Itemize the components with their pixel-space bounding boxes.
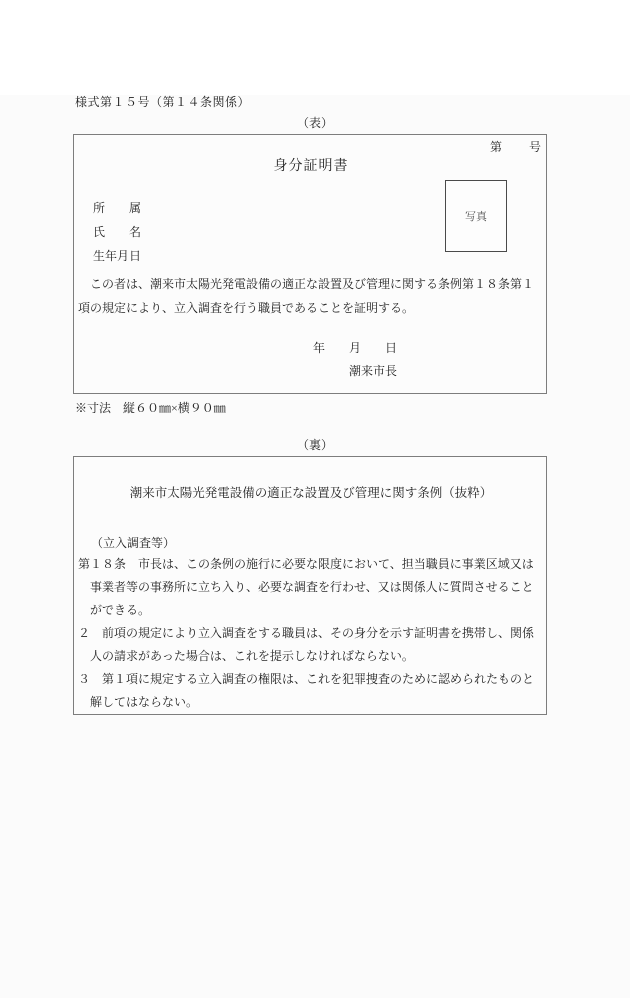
article-18-clause-1: 第１８条 市長は、この条例の施行に必要な限度において、担当職員に事業区域又は事業者等の事務所に立ち入り、必要な調査を行わせ、又は関係人に質問させることができる。 — [78, 557, 534, 617]
document-page — [0, 95, 630, 998]
dimension-note: ※寸法 縦６０㎜×横９０㎜ — [75, 401, 226, 415]
issue-date-line: 年 月 日 — [313, 341, 398, 355]
serial-number-line: 第 号 — [489, 140, 542, 154]
field-name-label: 氏 名 — [93, 225, 142, 239]
field-birthdate-label: 生年月日 — [93, 249, 142, 263]
field-affiliation-label: 所 属 — [93, 201, 142, 215]
issuer-name: 潮来市長 — [349, 364, 398, 378]
section-heading: （立入調査等） — [91, 536, 176, 550]
certificate-statement: この者は、潮来市太陽光発電設備の適正な設置及び管理に関する条例第１８条第１項の規定により、立入調査を行う職員であることを証明する。 — [78, 277, 535, 315]
photo-box — [445, 180, 507, 252]
identity-fields-row — [78, 196, 544, 268]
article-18-clause-2: ２ 前項の規定により立入調査をする職員は、その身分を示す証明書を携帯し、関係人の請求があった場合は、これを提示しなければならない。 — [78, 626, 535, 663]
front-card — [73, 134, 547, 394]
photo-placeholder-label: 写真 — [465, 211, 487, 223]
form-number: 様式第１５号（第１４条関係） — [75, 95, 251, 109]
back-card — [73, 456, 547, 715]
front-side-label: （表） — [296, 116, 333, 130]
ordinance-title: 潮来市太陽光発電設備の適正な設置及び管理に関す条例（抜粋） — [129, 486, 493, 500]
back-side-label: （裏） — [296, 438, 333, 452]
identity-fields — [93, 196, 141, 268]
article-18-clause-3: ３ 第１項に規定する立入調査の権限は、これを犯罪捜査のために認められたものと解してはならない。 — [78, 672, 535, 709]
front-card-title: 身分証明書 — [273, 159, 349, 174]
